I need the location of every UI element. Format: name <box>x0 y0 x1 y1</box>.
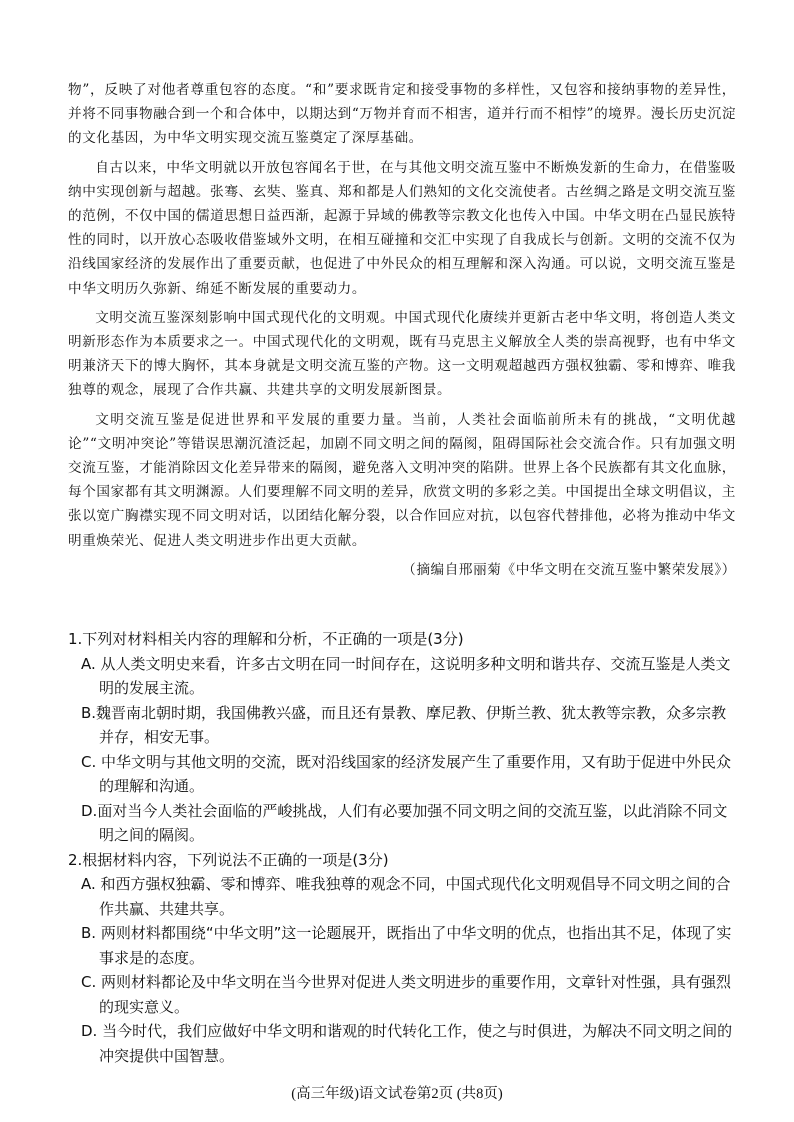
question-2 <box>68 848 738 1069</box>
question-stem: 1.下列对材料相关内容的理解和分析，不正确的一项是(3分) <box>68 630 464 648</box>
option-a: A. 和西方强权独霸、零和博弈、唯我独尊的观念不同，中国式现代化文明观倡导不同文明之间的合作共赢、共建共享。 <box>81 875 731 918</box>
question-list <box>68 627 738 1068</box>
passage-paragraph: 文明交流互鉴深刻影响中国式现代化的文明观。中国式现代化赓续并更新古老中华文明，将创造人类文明新形态作为本质要求之一。中国式现代化的文明观，既有马克思主义解放全人类的崇高视野，也有中华文明兼济天下的博大胸怀，其本身就是文明交流互鉴的产物。这一文明观超越西方强权独霸、零和博弈、唯我独尊的观念，展现了合作共赢、共建共享的文明发展新图景。 <box>68 309 736 399</box>
option-b: B.魏晋南北朝时期，我国佛教兴盛，而且还有景教、摩尼教、伊斯兰教、犹太教等宗教，众多宗教并存，相安无事。 <box>81 703 727 746</box>
option-c: C. 中华文明与其他文明的交流，既对沿线国家的经济发展产生了重要作用，又有助于促进中外民众的理解和沟通。 <box>81 752 732 795</box>
passage-paragraph: 自古以来，中华文明就以开放包容闻名于世，在与其他文明交流互鉴中不断焕发新的生命力，在借鉴吸纳中实现创新与超越。张骞、玄奘、鉴真、郑和都是人们熟知的文化交流使者。古丝绸之路是文明交流互鉴的范例，不仅中国的儒道思想日益西渐，起源于异域的佛教等宗教文化也传入中国。中华文明在凸显民族特性的同时，以开放心态吸收借鉴域外文明，在相互碰撞和交汇中实现了自我成长与创新。文明的交流不仅为沿线国家经济的发展作出了重要贡献，也促进了中外民众的相互理解和深入沟通。可以说，文明交流互鉴是中华文明历久弥新、绵延不断发展的重要动力。 <box>68 159 736 297</box>
passage-source: （摘编自邢丽菊《中华文明在交流互鉴中繁荣发展》） <box>402 561 736 578</box>
option-d: D.面对当今人类社会面临的严峻挑战，人们有必要加强不同文明之间的交流互鉴，以此消除不同文明之间的隔阂。 <box>81 801 728 844</box>
option-c: C. 两则材料都论及中华文明在当今世界对促进人类文明进步的重要作用，文章针对性强，具有强烈的现实意义。 <box>81 973 732 1016</box>
option-b: B. 两则材料都围绕“中华文明”这一论题展开，既指出了中华文明的优点，也指出其不足，体现了实事求是的态度。 <box>81 924 732 967</box>
option-d: D. 当今时代，我们应做好中华文明和谐观的时代转化工作，使之与时俱进，为解决不同文明之间的冲突提供中国智慧。 <box>81 1022 733 1065</box>
reading-passage <box>68 78 736 587</box>
passage-paragraph: 物”，反映了对他者尊重包容的态度。“和”要求既肯定和接受事物的多样性，又包容和接纳事物的差异性，并将不同事物融合到一个和合体中，以期达到“万物并育而不相害，道并行而不相悖”的境界。漫长历史沉淀的文化基因，为中华文明实现交流互鉴奠定了深厚基础。 <box>68 82 737 147</box>
question-1 <box>68 627 738 848</box>
option-a: A. 从人类文明史来看，许多古文明在同一时间存在，这说明多种文明和谐共存、交流互鉴是人类文明的发展主流。 <box>81 654 731 697</box>
page-footer: (高三年级)语文试卷第2页 (共8页) <box>291 1086 503 1102</box>
passage-paragraph: 文明交流互鉴是促进世界和平发展的重要力量。当前，人类社会面临前所未有的挑战，“文明优越论”“文明冲突论”等错误思潮沉渣泛起，加剧不同文明之间的隔阂，阻碍国际社会交流合作。只有加强文明交流互鉴，才能消除因文化差异带来的隔阂，避免落入文明冲突的陷阱。世界上各个民族都有其文化血脉，每个国家都有其文明渊源。人们要理解不同文明的差异，欣赏文明的多彩之美。中国提出全球文明倡议，主张以宽广胸襟实现不同文明对话，以团结化解分裂，以合作回应对抗，以包容代替排他，必将为推动中华文明重焕荣光、促进人类文明进步作出更大贡献。 <box>68 411 736 549</box>
question-stem: 2.根据材料内容，下列说法不正确的一项是(3分) <box>68 850 389 869</box>
